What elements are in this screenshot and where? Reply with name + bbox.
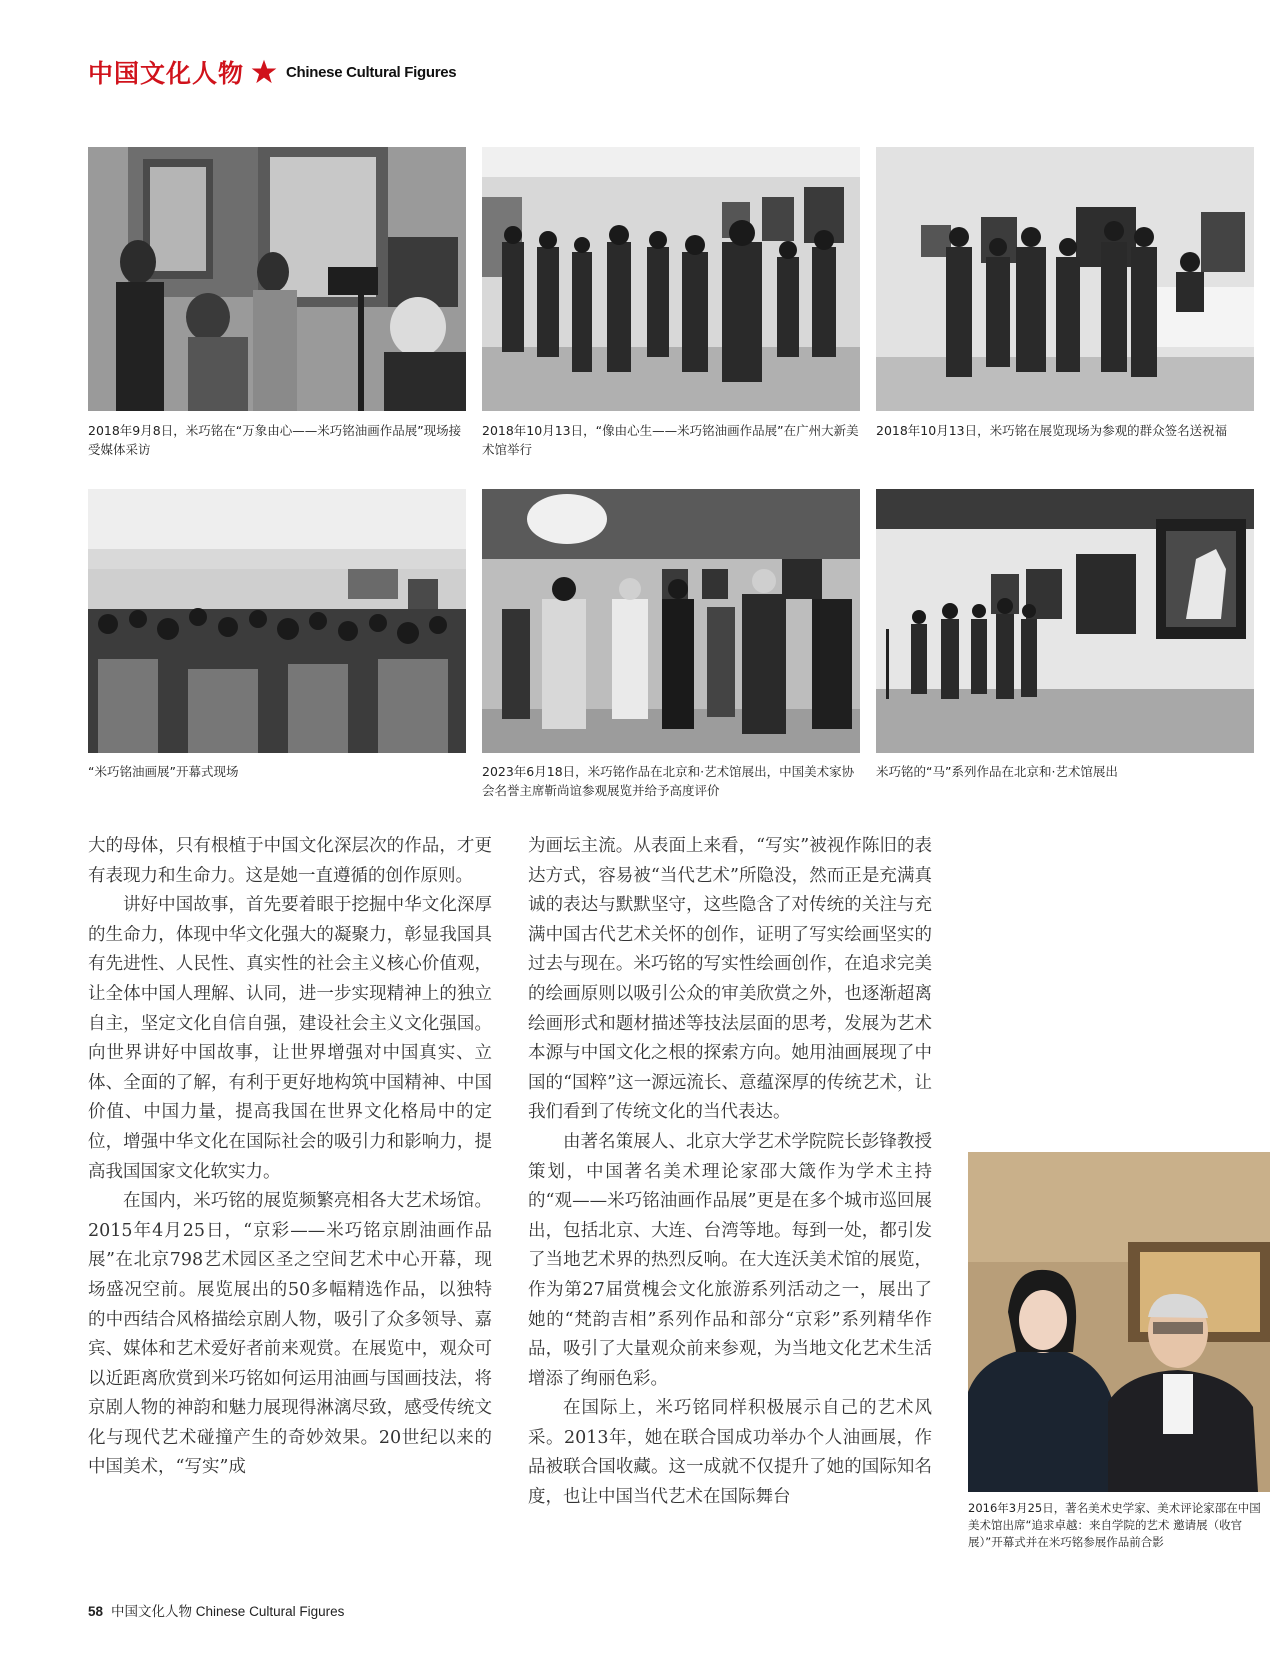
- article-paragraph: 在国际上，米巧铭同样积极展示自己的艺术风采。2013年，她在联合国成功举办个人油画展，作品被联合国收藏。这一成就不仅提升了她的国际知名度，也让中国当代艺术在国际舞台: [528, 1398, 932, 1508]
- photo-caption: 米巧铭的“马”系列作品在北京和·艺术馆展出: [876, 764, 1118, 779]
- photo-caption: 2018年10月13日，“像由心生——米巧铭油画作品展”在广州大新美术馆举行: [482, 423, 859, 457]
- footer-publication: 中国文化人物 Chinese Cultural Figures: [111, 1604, 345, 1619]
- article-paragraph: 为画坛主流。从表面上来看，“写实”被视作陈旧的表达方式，容易被“当代艺术”所隐没，然而正是充满真诚的表达与默默坚守，这些隐含了对传统的关注与充满中国古代艺术关怀的创作，证明了写实绘画坚实的过去与现在。米巧铭的写实性绘画创作，在追求完美的绘画原则以吸引公众的审美欣赏之外，也逐渐超离绘画形式和题材描述等技法层面的思考，发展为艺术本源与中国文化之根的探索方向。她用油画展现了中国的“国粹”这一源远流长、意蕴深厚的传统艺术，让我们看到了传统文化的当代表达。: [528, 836, 932, 1123]
- page-number: 58: [88, 1604, 104, 1619]
- masthead-title-en: Chinese Cultural Figures: [286, 63, 457, 81]
- photo-portrait-with-critic: [968, 1152, 1270, 1492]
- article-column-1: [88, 832, 492, 1483]
- photo-caption: 2016年3月25日，著名美术史学家、美术评论家邵在中国美术馆出席“追求卓越：来自学院的艺术 邀请展（收官展）”开幕式并在米巧铭参展作品前合影: [968, 1501, 1261, 1549]
- masthead-title-cn: 中国文化人物: [88, 59, 245, 88]
- article-paragraph: 由著名策展人、北京大学艺术学院院长彭锋教授策划，中国著名美术理论家邵大箴作为学术主持的“观——米巧铭油画作品展”更是在多个城市巡回展出，包括北京、大连、台湾等地。每到一处，都引发了当地艺术界的热烈反响。在大连沃美术馆的展览，作为第27届赏槐会文化旅游系列活动之一，展出了她的“梵韵吉相”系列作品和部分“京彩”系列精华作品，吸引了大量观众前来参观，为当地文化艺术生活增添了绚丽色彩。: [528, 1131, 932, 1389]
- photo-beijing-he-art-museum: [482, 489, 860, 753]
- article-paragraph: 大的母体，只有根植于中国文化深层次的作品，才更有表现力和生命力。这是她一直遵循的创作原则。: [88, 836, 492, 886]
- photo-caption: 2018年9月8日，米巧铭在“万象由心——米巧铭油画作品展”现场接受媒体采访: [88, 423, 462, 457]
- article-paragraph: 讲好中国故事，首先要着眼于挖掘中华文化深厚的生命力，体现中华文化强大的凝聚力，彰显我国具有先进性、人民性、真实性的社会主义核心价值观，让全体中国人理解、认同，进一步实现精神上的独立自主，坚定文化自信自强，建设社会主义文化强国。向世界讲好中国故事，让世界增强对中国真实、立体、全面的了解，有利于更好地构筑中国精神、中国价值、中国力量，提高我国在世界文化格局中的定位，增强中华文化在国际社会的吸引力和影响力，提高我国国家文化软实力。: [88, 895, 492, 1182]
- photo-caption: “米巧铭油画展”开幕式现场: [88, 764, 239, 779]
- photo-media-interview: [88, 147, 466, 411]
- photo-opening-ceremony: [88, 489, 466, 753]
- article-column-2: [528, 832, 932, 1513]
- masthead: [88, 52, 456, 92]
- photo-horse-series-exhibition: [876, 489, 1254, 753]
- photo-autograph-signing: [876, 147, 1254, 411]
- photo-caption: 2023年6月18日，米巧铭作品在北京和·艺术馆展出，中国美术家协会名誉主席靳尚谊参观展览并给予高度评价: [482, 764, 855, 798]
- article-paragraph: 在国内，米巧铭的展览频繁亮相各大艺术场馆。2015年4月25日，“京彩——米巧铭京剧油画作品展”在北京798艺术园区圣之空间艺术中心开幕，现场盛况空前。展览展出的50多幅精选作品，以独特的中西结合风格描绘京剧人物，吸引了众多领导、嘉宾、媒体和艺术爱好者前来观赏。在展览中，观众可以近距离欣赏到米巧铭如何运用油画与国画技法，将京剧人物的神韵和魅力展现得淋漓尽致，感受传统文化与现代艺术碰撞产生的奇妙效果。20世纪以来的中国美术，“写实”成: [88, 1191, 492, 1478]
- photo-gallery-opening-guangzhou: [482, 147, 860, 411]
- star-icon: [250, 58, 278, 86]
- photo-caption: 2018年10月13日，米巧铭在展览现场为参观的群众签名送祝福: [876, 423, 1228, 438]
- page-footer: [88, 1600, 344, 1620]
